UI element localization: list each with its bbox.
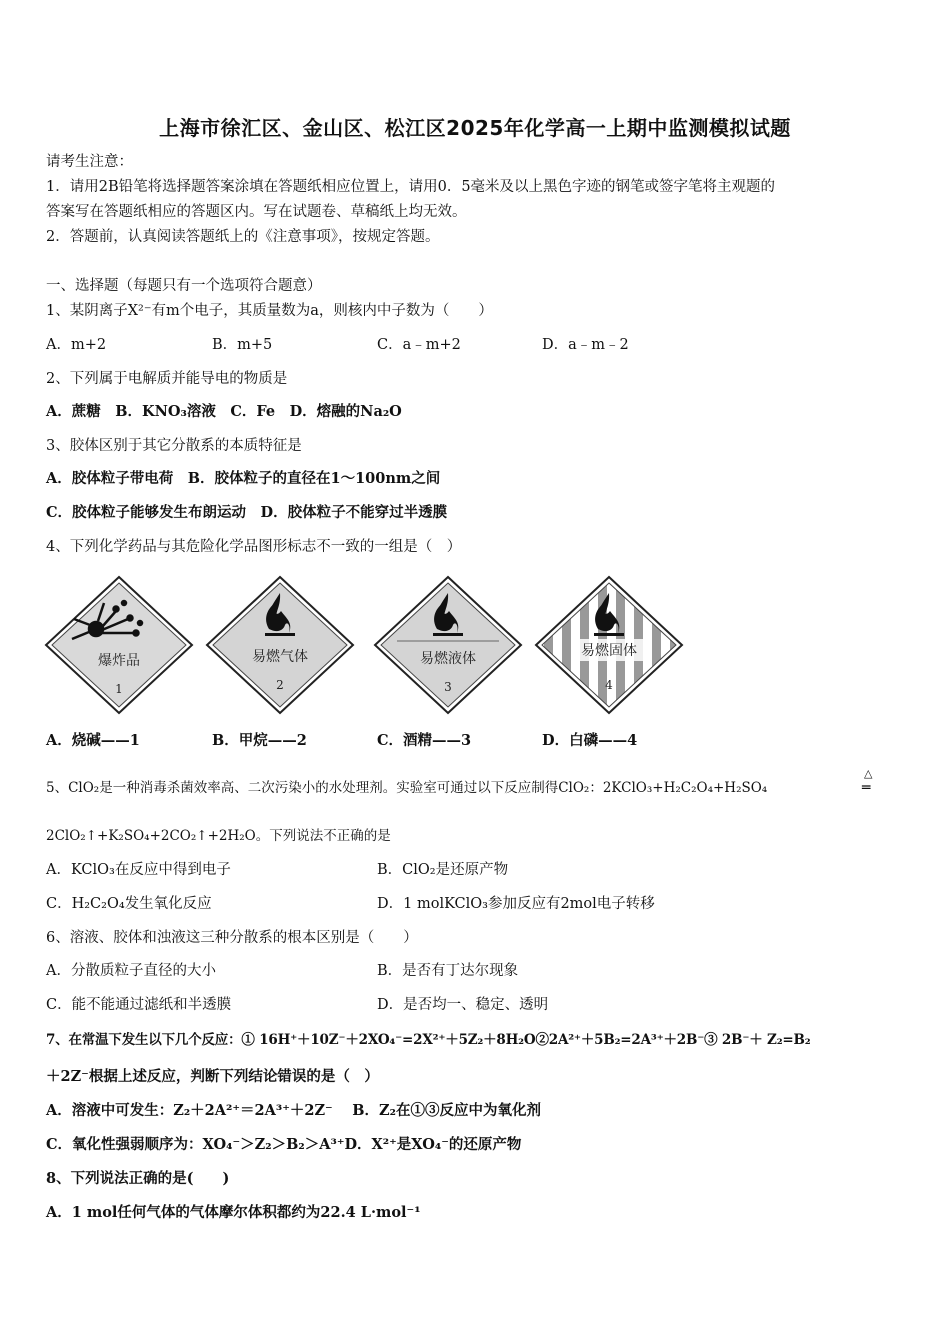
heat-symbol: △ <box>864 767 873 780</box>
q4-option-a: A．烧碱——1 <box>46 732 140 749</box>
q1-stem: 1、某阴离子X²⁻有m个电子，其质量数为a，则核内中子数为（ ） <box>46 303 493 319</box>
q5-option-b: B．ClO₂是还原产物 <box>377 862 509 878</box>
sign-number-2: 2 <box>276 678 284 692</box>
q6-option-b: B．是否有丁达尔现象 <box>377 963 519 979</box>
q6-stem: 6、溶液、胶体和浊液这三种分散系的根本区别是（ ） <box>46 930 418 946</box>
q5-option-a: A．KClO₃在反应中得到电子 <box>46 862 231 878</box>
q7-options-cd: C．氧化性强弱顺序为：XO₄⁻＞Z₂＞B₂＞A³⁺D．X²⁺是XO₄⁻的还原产物 <box>46 1136 522 1153</box>
sign-label-1: 爆炸品 <box>98 653 140 669</box>
q7-options-ab: A．溶液中可发生：Z₂＋2A²⁺＝2A³⁺＋2Z⁻ B．Z₂在①③反应中为氧化剂 <box>46 1102 541 1119</box>
hazard-sign-flammable-gas <box>205 575 355 715</box>
equals-symbol: ═ <box>862 780 871 796</box>
q6-option-c: C．能不能通过滤纸和半透膜 <box>46 997 232 1013</box>
sign-label-2: 易燃气体 <box>252 649 308 665</box>
sign-number-3: 3 <box>444 680 452 694</box>
q5-option-c: C．H₂C₂O₄发生氧化反应 <box>46 896 212 912</box>
sign-label-4: 易燃固体 <box>581 643 637 659</box>
hazard-sign-explosive <box>44 575 194 715</box>
sign-number-1: 1 <box>115 682 123 696</box>
q4-option-b: B．甲烷——2 <box>212 732 307 749</box>
section-heading: 一、选择题（每题只有一个选项符合题意） <box>46 278 322 294</box>
q1-option-c: C．a﹣m+2 <box>377 337 461 353</box>
q1-option-b: B．m+5 <box>212 337 273 353</box>
q8-option-a: A．1 mol任何气体的气体摩尔体积都约为22.4 L·mol⁻¹ <box>46 1204 421 1221</box>
q5-option-d: D．1 molKClO₃参加反应有2mol电子转移 <box>377 896 655 912</box>
sign-label-3: 易燃液体 <box>420 651 476 667</box>
notice-line-1b: 答案写在答题纸相应的答题区内。写在试题卷、草稿纸上均无效。 <box>46 204 467 220</box>
notice-heading: 请考生注意： <box>46 154 133 170</box>
q2-stem: 2、下列属于电解质并能导电的物质是 <box>46 371 288 387</box>
q8-stem: 8、下列说法正确的是( ) <box>46 1170 230 1187</box>
q1-option-d: D．a﹣m﹣2 <box>542 337 629 353</box>
q3-options-cd: C．胶体粒子能够发生布朗运动 D．胶体粒子不能穿过半透膜 <box>46 504 448 521</box>
notice-line-2: 2．答题前，认真阅读答题纸上的《注意事项》，按规定答题。 <box>46 229 440 245</box>
q3-options-ab: A．胶体粒子带电荷 B．胶体粒子的直径在1～100nm之间 <box>46 470 441 487</box>
q5-stem: 5、ClO₂是一种消毒杀菌效率高、二次污染小的水处理剂。实验室可通过以下反应制得ClO₂：2KClO₃+H₂C₂O₄+H₂SO₄ <box>46 780 768 796</box>
q3-stem: 3、胶体区别于其它分散系的本质特征是 <box>46 438 302 454</box>
q7-stem-2: ＋2Z⁻根据上述反应，判断下列结论错误的是（ ） <box>46 1068 379 1085</box>
q6-option-d: D．是否均一、稳定、透明 <box>377 997 549 1013</box>
notice-line-1: 1．请用2B铅笔将选择题答案涂填在答题纸相应位置上，请用0．5毫米及以上黑色字迹的钢笔或签字笔将主观题的 <box>46 179 776 195</box>
q4-option-c: C．酒精——3 <box>377 732 472 749</box>
q5-stem-2: 2ClO₂↑+K₂SO₄+2CO₂↑+2H₂O。下列说法不正确的是 <box>46 828 391 844</box>
q4-stem: 4、下列化学药品与其危险化学品图形标志不一致的一组是（ ） <box>46 539 462 555</box>
q2-options: A．蔗糖 B．KNO₃溶液 C．Fe D．熔融的Na₂O <box>46 403 402 420</box>
q7-stem: 7、在常温下发生以下几个反应：① 16H⁺＋10Z⁻＋2XO₄⁻=2X²⁺＋5Z₂＋8H₂O②2A²⁺＋5B₂=2A³⁺＋2B⁻③ 2B⁻＋ Z₂=B₂ <box>46 1032 811 1048</box>
page-title: 上海市徐汇区、金山区、松江区2025年化学高一上期中监测模拟试题 <box>159 116 791 140</box>
hazard-sign-flammable-solid <box>534 575 684 715</box>
q4-option-d: D．白磷——4 <box>542 732 638 749</box>
hazard-sign-flammable-liquid <box>373 575 523 715</box>
q1-option-a: A．m+2 <box>46 337 107 353</box>
q6-option-a: A．分散质粒子直径的大小 <box>46 963 216 979</box>
sign-number-4: 4 <box>605 678 613 692</box>
